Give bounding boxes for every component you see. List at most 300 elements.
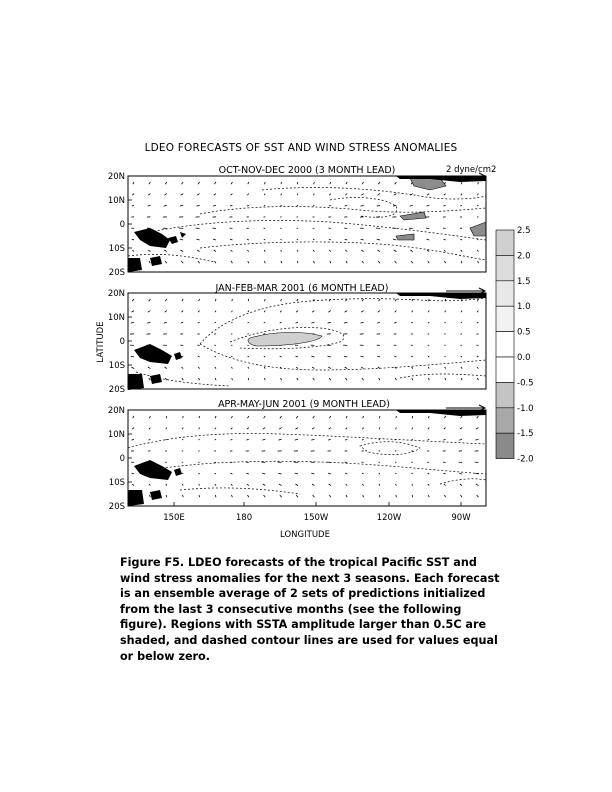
wind-vector xyxy=(247,250,248,252)
wind-vector xyxy=(311,439,314,440)
wind-vector xyxy=(181,182,183,184)
wind-vector xyxy=(248,311,249,313)
wind-vector xyxy=(428,495,429,497)
colorbar-label: 0.5 xyxy=(517,327,531,338)
wind-vector xyxy=(313,495,315,497)
wind-vector xyxy=(214,194,216,196)
colorbar-swatch xyxy=(496,332,514,357)
colorbar-label: 1.5 xyxy=(517,276,531,287)
wind-vector xyxy=(329,239,331,240)
y-tick: 20N xyxy=(107,172,125,182)
wind-vector xyxy=(379,495,380,497)
x-axis-label: LONGITUDE xyxy=(280,530,330,540)
wind-vector xyxy=(379,428,380,430)
ssta-contours xyxy=(136,298,486,386)
wind-vector xyxy=(231,194,233,196)
wind-vector xyxy=(412,311,413,313)
wind-vector xyxy=(379,299,380,301)
wind-vector xyxy=(248,378,249,380)
wind-vector xyxy=(330,182,331,184)
wind-vector xyxy=(412,484,413,486)
wind-vector xyxy=(264,356,265,357)
wind-vector xyxy=(215,428,216,430)
x-tick: 120W xyxy=(376,513,402,523)
wind-vector xyxy=(313,239,314,240)
wind-vector xyxy=(361,356,364,357)
wind-vector xyxy=(149,261,151,263)
wind-vector xyxy=(377,239,380,240)
y-tick: 0 xyxy=(119,220,125,230)
wind-vector xyxy=(313,378,315,380)
wind-vector xyxy=(444,250,446,252)
wind-vector xyxy=(149,484,150,486)
wind-vector xyxy=(475,439,478,440)
wind-vector xyxy=(461,322,462,323)
wind-vector xyxy=(361,367,363,369)
wind-vector xyxy=(247,205,249,206)
wind-vector xyxy=(394,322,396,323)
wind-vector xyxy=(295,473,298,474)
wind-vector xyxy=(377,322,380,323)
wind-vector xyxy=(264,378,265,380)
wind-vector xyxy=(248,299,249,301)
wind-vector xyxy=(312,311,314,313)
wind-vector xyxy=(248,322,249,323)
wind-vector xyxy=(461,250,462,252)
wind-vector xyxy=(394,356,396,357)
ssta-shading xyxy=(248,332,322,346)
wind-vector xyxy=(231,439,233,440)
wind-vector xyxy=(378,194,381,196)
wind-vector xyxy=(362,182,364,184)
wind-vector xyxy=(264,250,265,252)
wind-vector xyxy=(460,205,462,206)
wind-vector xyxy=(182,378,183,380)
y-tick: 0 xyxy=(119,337,125,347)
wind-vector xyxy=(314,261,315,263)
wind-vector xyxy=(133,416,134,418)
panel-1 xyxy=(128,165,496,272)
wind-vector xyxy=(411,356,413,357)
wind-vector xyxy=(344,356,347,357)
wind-vector xyxy=(443,439,445,440)
wind-vector xyxy=(280,322,282,323)
wind-vector xyxy=(412,299,413,301)
wind-vector xyxy=(377,205,380,206)
wind-vector xyxy=(395,182,397,184)
wind-vector xyxy=(395,378,396,380)
wind-vector xyxy=(329,194,331,196)
wind-vector xyxy=(478,378,479,380)
wind-vector xyxy=(345,239,348,240)
colorbar-swatch xyxy=(496,408,514,433)
wind-vector xyxy=(396,484,397,486)
wind-vector xyxy=(215,439,216,440)
wind-vector xyxy=(198,356,200,357)
wind-vector xyxy=(281,194,282,196)
wind-vector xyxy=(182,484,183,486)
wind-vector xyxy=(444,205,446,206)
wind-vector xyxy=(281,378,282,380)
wind-vector xyxy=(281,239,282,240)
wind-vector xyxy=(165,261,167,263)
colorbar-label: -2.0 xyxy=(517,454,534,465)
colorbar-label: -0.5 xyxy=(517,378,534,389)
wind-vector xyxy=(361,205,364,206)
wind-vector xyxy=(215,322,216,323)
wind-vector xyxy=(412,428,413,430)
wind-vector xyxy=(263,428,265,430)
wind-vector xyxy=(183,495,184,497)
wind-vector xyxy=(477,194,478,196)
wind-vector xyxy=(198,182,200,184)
colorbar-label: 2.5 xyxy=(517,226,531,236)
wind-vector xyxy=(297,182,298,184)
wind-vector xyxy=(149,495,150,497)
wind-vector xyxy=(246,473,249,474)
y-axis-label: LATITUDE xyxy=(96,321,106,363)
wind-vector xyxy=(329,428,331,430)
wind-vector xyxy=(329,484,331,486)
wind-vector xyxy=(428,261,429,263)
wind-vector xyxy=(230,205,232,206)
wind-vector xyxy=(477,367,478,369)
wind-vector xyxy=(247,428,249,430)
y-tick: 20S xyxy=(108,268,125,278)
wind-vector xyxy=(248,416,249,418)
wind-vector xyxy=(262,439,265,440)
wind-vector xyxy=(443,473,445,474)
wind-vector xyxy=(379,378,380,380)
wind-vector xyxy=(297,239,298,240)
wind-vector xyxy=(149,416,150,418)
wind-vector xyxy=(264,495,266,497)
wind-vector xyxy=(328,473,331,474)
wind-vector xyxy=(330,261,331,263)
wind-vector xyxy=(166,428,167,430)
wind-vector xyxy=(166,495,167,497)
wind-vector xyxy=(248,356,249,357)
wind-vector xyxy=(412,473,413,474)
wind-vector xyxy=(427,239,430,240)
wind-vector xyxy=(428,473,430,474)
wind-vector xyxy=(296,322,299,323)
wind-vector xyxy=(247,239,249,240)
wind-vector xyxy=(165,299,167,301)
wind-vector xyxy=(345,473,347,474)
wind-vector xyxy=(164,250,166,252)
wind-vector xyxy=(265,261,266,263)
wind-vector xyxy=(362,261,364,263)
wind-vector xyxy=(164,205,167,206)
wind-vector xyxy=(215,299,216,301)
wind-vector xyxy=(297,250,298,252)
wind-vector xyxy=(180,239,183,240)
wind-vector xyxy=(329,416,330,418)
wind-vector xyxy=(278,439,281,440)
wind-vector xyxy=(396,416,397,418)
wind-vector xyxy=(264,322,265,323)
wind-vector xyxy=(362,428,363,430)
wind-vector xyxy=(196,205,199,206)
wind-vector xyxy=(232,311,233,313)
wind-vector xyxy=(215,356,216,357)
wind-vector xyxy=(215,416,216,418)
reference-vector-label: 2 dyne/cm2 xyxy=(446,165,497,175)
wind-vector xyxy=(132,205,134,206)
wind-vector xyxy=(410,205,413,206)
wind-vector xyxy=(198,367,199,369)
wind-vector xyxy=(460,239,462,240)
wind-vector xyxy=(199,484,200,486)
wind-vector xyxy=(478,182,479,184)
wind-vector xyxy=(345,194,347,196)
wind-vector xyxy=(461,194,462,196)
wind-vector xyxy=(131,367,134,369)
wind-vector xyxy=(313,416,315,418)
wind-vector xyxy=(182,428,183,430)
wind-vector xyxy=(445,378,446,380)
wind-vector xyxy=(410,250,412,252)
wind-vector xyxy=(296,311,298,313)
wind-vector xyxy=(476,428,478,430)
wind-vector xyxy=(461,495,463,497)
wind-vector xyxy=(132,194,134,196)
wind-vector xyxy=(445,356,446,357)
wind-vector xyxy=(478,261,479,263)
wind-vector xyxy=(296,356,299,357)
wind-vector xyxy=(393,239,396,240)
wind-vector xyxy=(214,250,216,252)
wind-vector xyxy=(428,439,430,440)
wind-vector xyxy=(132,484,134,486)
wind-vector xyxy=(132,250,134,252)
wind-vector xyxy=(346,182,347,184)
wind-vector xyxy=(345,367,348,369)
panel-2 xyxy=(128,283,486,390)
wind-vector xyxy=(148,250,150,252)
wind-vector xyxy=(394,250,397,252)
wind-vector xyxy=(428,428,429,430)
wind-vector xyxy=(280,416,282,418)
wind-vector xyxy=(412,416,413,418)
wind-vector xyxy=(378,311,380,313)
wind-vector xyxy=(264,299,265,301)
wind-vector xyxy=(297,261,298,263)
wind-vector xyxy=(429,299,430,301)
y-tick: 10N xyxy=(107,430,125,440)
wind-vector xyxy=(428,416,429,418)
wind-vector xyxy=(149,428,150,430)
wind-vector xyxy=(149,378,151,380)
wind-vector xyxy=(231,261,232,263)
wind-vector xyxy=(379,439,380,440)
wind-vector xyxy=(278,473,281,474)
wind-vector xyxy=(362,484,363,486)
wind-vector xyxy=(280,356,282,357)
wind-vector xyxy=(379,416,380,418)
wind-vector xyxy=(231,416,232,418)
wind-vector xyxy=(412,367,413,369)
wind-vector xyxy=(215,473,216,474)
wind-vector xyxy=(149,299,151,301)
wind-vector xyxy=(181,194,184,196)
wind-vector xyxy=(312,484,314,486)
plot-frame xyxy=(128,176,486,272)
wind-vector xyxy=(132,439,134,440)
wind-vectors xyxy=(131,182,478,263)
wind-vector xyxy=(183,416,184,418)
wind-vector xyxy=(428,367,429,369)
wind-vector xyxy=(328,439,331,440)
wind-vector xyxy=(213,205,216,206)
plot-frame xyxy=(128,410,486,506)
wind-vector xyxy=(279,428,282,430)
wind-vector xyxy=(362,473,364,474)
wind-vector xyxy=(312,367,314,369)
wind-vector xyxy=(264,416,266,418)
wind-vector xyxy=(477,495,479,497)
y-tick: 10S xyxy=(108,244,125,254)
wind-vector xyxy=(445,322,446,323)
wind-vector xyxy=(297,205,298,206)
wind-vector xyxy=(281,182,282,184)
wind-vector xyxy=(461,367,462,369)
wind-vector xyxy=(444,261,445,263)
wind-vector xyxy=(345,439,347,440)
wind-vector xyxy=(427,205,430,206)
wind-vector xyxy=(314,182,315,184)
y-tick: 20S xyxy=(108,385,125,395)
wind-vector xyxy=(477,239,478,240)
wind-vector xyxy=(395,299,396,301)
wind-vector xyxy=(265,182,266,184)
wind-vector xyxy=(281,261,282,263)
wind-vector xyxy=(248,261,249,263)
wind-vector xyxy=(311,322,314,323)
wind-vector xyxy=(361,194,363,196)
wind-vector xyxy=(295,428,298,430)
wind-vector xyxy=(166,416,167,418)
wind-vector xyxy=(197,194,200,196)
wind-vector xyxy=(461,261,462,263)
wind-vector xyxy=(378,182,380,184)
wind-vector xyxy=(232,299,233,301)
wind-vector xyxy=(199,428,200,430)
wind-vector xyxy=(311,473,314,474)
wind-vector xyxy=(427,194,429,196)
ssta-contours xyxy=(128,434,486,494)
wind-vector xyxy=(132,239,134,240)
wind-vector xyxy=(264,311,265,313)
wind-vector xyxy=(328,356,331,357)
wind-vector xyxy=(263,484,265,486)
wind-vector xyxy=(477,311,478,313)
wind-vector xyxy=(246,439,249,440)
wind-vector xyxy=(231,484,233,486)
wind-vector xyxy=(445,311,446,313)
wind-vector xyxy=(444,239,446,240)
panel-title: OCT-NOV-DEC 2000 (3 MONTH LEAD) xyxy=(218,165,396,176)
wind-vector xyxy=(296,367,298,369)
wind-vector xyxy=(198,439,199,440)
wind-vector xyxy=(346,261,347,263)
wind-vector xyxy=(363,416,364,418)
colorbar-label: 1.0 xyxy=(517,302,531,313)
wind-vector xyxy=(280,311,282,313)
colorbar-swatch xyxy=(496,306,514,331)
panel-title: JAN-FEB-MAR 2001 (6 MONTH LEAD) xyxy=(215,283,389,294)
wind-vector xyxy=(164,194,166,196)
wind-vector xyxy=(379,484,380,486)
wind-vector xyxy=(131,311,134,313)
wind-vector xyxy=(198,322,200,323)
wind-vector xyxy=(164,322,167,323)
wind-vector xyxy=(297,299,298,301)
y-tick: 10S xyxy=(108,478,125,488)
wind-vector xyxy=(132,428,134,430)
wind-vector xyxy=(199,495,200,497)
wind-vector xyxy=(230,239,232,240)
wind-vector xyxy=(262,473,265,474)
wind-vector xyxy=(379,473,380,474)
wind-vector xyxy=(231,473,233,474)
wind-vector xyxy=(131,356,134,357)
wind-vector xyxy=(132,473,134,474)
wind-vector xyxy=(199,378,200,380)
y-tick: 0 xyxy=(119,454,125,464)
wind-vector xyxy=(345,311,348,313)
wind-vector xyxy=(411,261,413,263)
wind-vector xyxy=(313,250,314,252)
wind-vector xyxy=(313,194,314,196)
wind-vector xyxy=(346,484,348,486)
wind-vector xyxy=(346,495,347,497)
wind-vector xyxy=(214,261,216,263)
colorbar-swatch xyxy=(496,281,514,306)
wind-vector xyxy=(281,299,282,301)
wind-vector xyxy=(133,182,134,184)
wind-vector xyxy=(361,322,364,323)
wind-vector xyxy=(428,484,429,486)
wind-vector xyxy=(460,484,462,486)
wind-vector xyxy=(460,428,462,430)
wind-vector xyxy=(361,311,363,313)
wind-vector xyxy=(461,378,462,380)
wind-vector xyxy=(363,495,364,497)
wind-vector xyxy=(279,484,282,486)
panel-3 xyxy=(128,399,486,506)
wind-vector xyxy=(346,416,347,418)
wind-vector xyxy=(395,473,396,474)
wind-vector xyxy=(165,182,167,184)
wind-vector xyxy=(147,322,150,323)
x-tick-labels xyxy=(163,513,471,523)
wind-vector xyxy=(248,495,249,497)
wind-vector xyxy=(411,322,413,323)
wind-vector xyxy=(346,428,348,430)
wind-vector xyxy=(444,495,445,497)
wind-vector xyxy=(264,367,265,369)
wind-vector xyxy=(231,495,232,497)
wind-vector xyxy=(148,205,151,206)
colorbar-label: -1.5 xyxy=(517,429,534,440)
wind-vector xyxy=(196,239,199,240)
wind-vector xyxy=(362,439,364,440)
y-tick: 10N xyxy=(107,196,125,206)
wind-vector xyxy=(362,378,364,380)
y-tick-labels xyxy=(108,172,125,512)
